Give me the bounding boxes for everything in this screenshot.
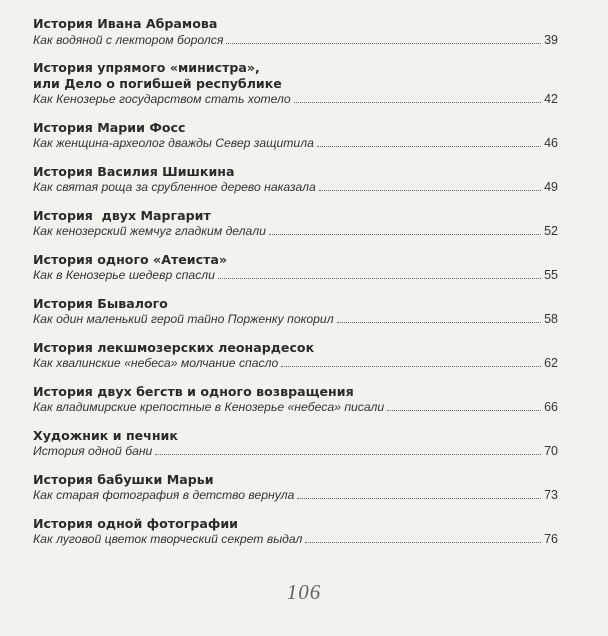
entry-page-number: 70 [544,444,558,458]
entry-title: История двух Маргарит [33,207,211,223]
entry-subline [33,488,558,503]
dot-leader [281,365,541,367]
entry-subtitle: История одной бани [33,444,153,458]
dot-leader [319,189,541,191]
page-number: 106 [286,580,322,604]
dot-leader [226,42,541,44]
entry-page-number: 39 [544,32,558,47]
toc-entry [33,472,558,504]
toc-entry [33,16,558,48]
entry-subtitle: Как один маленький герой тайно Порженку покорил [33,312,334,326]
entry-subtitle: Как хвалинские «небеса» молчание спасло [33,356,279,370]
entry-title: История лекшмозерских леонардесок [33,339,315,355]
toc-entry [33,384,558,416]
entry-subline [33,33,558,48]
entry-page-number: 58 [544,312,558,326]
entry-subline [33,136,558,151]
toc-entry [33,164,558,196]
entry-page-number: 46 [544,136,558,150]
entry-title: История Марии Фосс [33,119,186,135]
entry-page-number: 62 [544,356,558,370]
entry-subtitle: Как святая роща за срубленное дерево наказала [33,180,316,194]
entry-subline [33,224,558,239]
entry-title: История одной фотографии [33,515,238,531]
entry-subline [33,400,558,415]
entry-subtitle: Как старая фотография в детство вернула [33,488,295,502]
entry-subline [33,532,558,547]
toc-entry [33,208,558,240]
entry-title: История упрямого «министра», или Дело о погибшей республике [33,60,282,91]
entry-subtitle: Как Кенозерье государством стать хотело [33,92,291,106]
entry-page-number: 76 [544,532,558,546]
entry-page-number: 52 [544,224,558,238]
entry-title: История Ивана Абрамова [33,16,218,31]
entry-subline [33,268,558,283]
dot-leader [155,453,541,455]
toc-entry [33,340,558,372]
toc-entry [33,296,558,328]
entry-subline [33,180,558,195]
table-of-contents [33,16,558,560]
entry-title: История бабушки Марьи [33,471,214,487]
toc-entry [33,60,558,107]
entry-subtitle: Как владимирские крепостные в Кенозерье «небеса» писали [33,400,385,414]
entry-page-number: 66 [544,400,558,414]
dot-leader [337,321,542,323]
entry-subtitle: Как луговой цветок творческий секрет выдал [33,532,303,546]
entry-subline [33,356,558,371]
dot-leader [317,145,541,147]
entry-subline [33,444,558,459]
entry-title: История Бывалого [33,295,168,311]
entry-page-number: 49 [544,180,558,194]
toc-entry [33,252,558,284]
entry-subtitle: Как в Кенозерье шедевр спасли [33,268,215,282]
entry-page-number: 73 [544,488,558,502]
entry-subtitle: Как кенозерский жемчуг гладким делали [33,224,266,238]
toc-entry [33,516,558,548]
dot-leader [269,233,541,235]
dot-leader [305,541,541,543]
dot-leader [387,409,541,411]
entry-title: История двух бегств и одного возвращения [33,383,354,399]
entry-title: История Василия Шишкина [33,163,235,179]
dot-leader [297,497,541,499]
entry-subline [33,312,558,327]
toc-entry [33,120,558,152]
entry-subtitle: Как водяной с лектором боролся [33,32,224,47]
entry-page-number: 42 [544,92,558,106]
dot-leader [294,101,541,103]
toc-entry [33,428,558,460]
entry-subtitle: Как женщина-археолог дважды Север защитила [33,136,314,150]
entry-title: Художник и печник [33,427,178,443]
dot-leader [218,277,541,279]
entry-subline [33,92,558,107]
entry-page-number: 55 [544,268,558,282]
entry-title: История одного «Атеиста» [33,251,228,267]
